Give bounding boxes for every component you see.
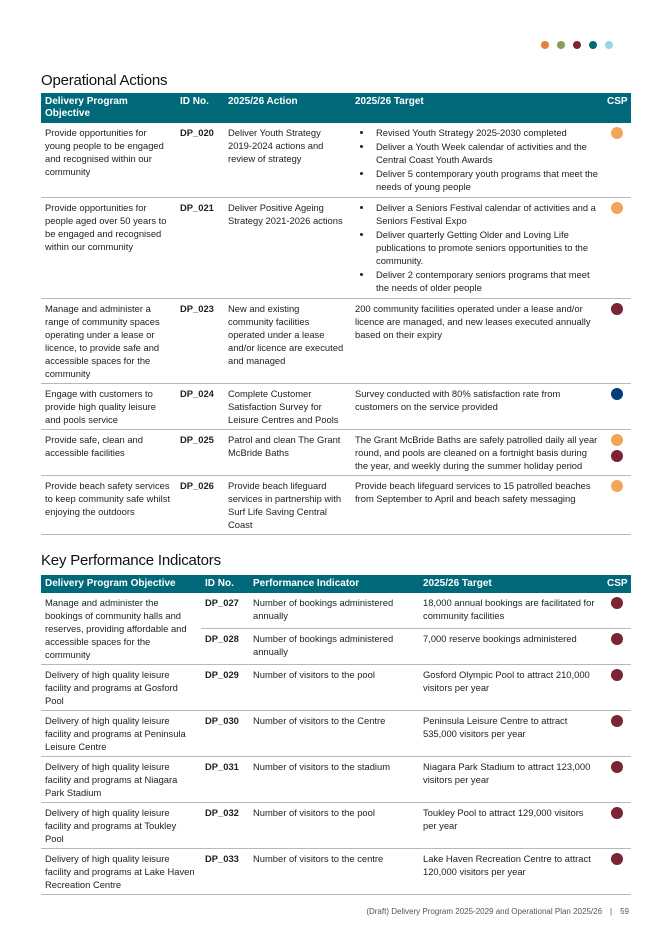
table-row — [41, 476, 631, 535]
target-cell: Provide beach lifeguard services to 15 patrolled beaches from September to April and beach safety messaging — [351, 476, 603, 535]
csp-indicator-dot — [611, 669, 623, 681]
csp-indicator-dot — [611, 202, 623, 214]
footer-title: (Draft) Delivery Program 2025-2029 and Operational Plan 2025/26 — [366, 907, 603, 916]
table-row — [41, 711, 631, 757]
indicator-cell: Number of bookings administered annually — [249, 593, 419, 628]
csp-indicator-dot — [611, 127, 623, 139]
objective-cell: Provide beach safety services to keep community safe whilst enjoying the outdoors — [41, 476, 176, 535]
objective-cell: Delivery of high quality leisure facility and programs at Peninsula Leisure Centre — [41, 711, 201, 757]
target-list-item: • Deliver a Seniors Festival calendar of activities and a Seniors Festival Expo — [373, 201, 599, 227]
csp-cell — [603, 476, 631, 535]
id-cell: DP_021 — [176, 198, 224, 299]
csp-cell — [603, 711, 631, 757]
id-cell: DP_030 — [201, 711, 249, 757]
id-cell: DP_031 — [201, 757, 249, 803]
target-list-item: • Revised Youth Strategy 2025-2030 completed — [373, 126, 599, 139]
target-cell: Survey conducted with 80% satisfaction rate from customers on the service provided — [351, 384, 603, 430]
operational-actions-title: Operational Actions — [41, 72, 168, 89]
kpi-table — [41, 575, 631, 895]
table-row — [41, 757, 631, 803]
action-cell: Patrol and clean The Grant McBride Baths — [224, 430, 351, 476]
objective-cell: Provide opportunities for young people to be engaged and recognised within our community — [41, 123, 176, 198]
csp-cell — [603, 849, 631, 895]
decorative-dot — [605, 41, 613, 49]
id-cell: DP_027 — [201, 593, 249, 628]
csp-indicator-dot — [611, 450, 623, 462]
indicator-cell: Number of visitors to the pool — [249, 803, 419, 849]
objective-cell: Manage and administer a range of community spaces operating under a lease or licence, to provide safe and accessible spaces for the community — [41, 299, 176, 384]
csp-indicator-dot — [611, 597, 623, 609]
column-header: 2025/26 Target — [351, 93, 603, 123]
target-cell — [351, 198, 603, 299]
csp-cell — [603, 628, 631, 664]
target-list-item: • Deliver a Youth Week calendar of activities and the Central Coast Youth Awards — [373, 140, 599, 166]
column-header: 2025/26 Action — [224, 93, 351, 123]
csp-indicator-dot — [611, 434, 623, 446]
indicator-cell: Number of bookings administered annually — [249, 628, 419, 664]
objective-cell: Provide opportunities for people aged over 50 years to be engaged and recognised within our community — [41, 198, 176, 299]
table-row — [41, 849, 631, 895]
table-row — [41, 593, 631, 628]
target-list — [355, 126, 599, 193]
table-header-row — [41, 93, 631, 123]
page-footer — [366, 907, 629, 916]
csp-indicator-dot — [611, 303, 623, 315]
objective-cell: Engage with customers to provide high quality leisure and pools service — [41, 384, 176, 430]
id-cell: DP_026 — [176, 476, 224, 535]
target-cell: Gosford Olympic Pool to attract 210,000 visitors per year — [419, 665, 603, 711]
table-row — [41, 299, 631, 384]
indicator-cell: Number of visitors to the stadium — [249, 757, 419, 803]
table-row — [41, 803, 631, 849]
csp-cell — [603, 299, 631, 384]
target-list-item: • Deliver quarterly Getting Older and Loving Life publications to promote seniors opportunities to the community. — [373, 228, 599, 267]
target-cell: Lake Haven Recreation Centre to attract 120,000 visitors per year — [419, 849, 603, 895]
target-cell: Niagara Park Stadium to attract 123,000 visitors per year — [419, 757, 603, 803]
action-cell: Deliver Youth Strategy 2019-2024 actions and review of strategy — [224, 123, 351, 198]
id-cell: DP_029 — [201, 665, 249, 711]
csp-cell — [603, 665, 631, 711]
csp-indicator-dot — [611, 761, 623, 773]
csp-indicator-dot — [611, 853, 623, 865]
table-row — [41, 384, 631, 430]
decorative-dot — [557, 41, 565, 49]
action-cell: Deliver Positive Ageing Strategy 2021-2026 actions — [224, 198, 351, 299]
action-cell: Complete Customer Satisfaction Survey for Leisure Centres and Pools — [224, 384, 351, 430]
objective-cell: Delivery of high quality leisure facility and programs at Lake Haven Recreation Centre — [41, 849, 201, 895]
operational-actions-table — [41, 93, 631, 535]
action-cell: New and existing community facilities operated under a lease and/or licence are executed and managed — [224, 299, 351, 384]
target-cell: Peninsula Leisure Centre to attract 535,000 visitors per year — [419, 711, 603, 757]
column-header: CSP — [603, 93, 631, 123]
target-list-item: • Deliver 5 contemporary youth programs that meet the needs of young people — [373, 167, 599, 193]
table-header-row — [41, 575, 631, 593]
csp-indicator-dot — [611, 388, 623, 400]
target-cell: The Grant McBride Baths are safely patrolled daily all year round, and pools are cleaned on a fortnight basis during the year, and weekly during the summer holiday period — [351, 430, 603, 476]
target-list — [355, 201, 599, 294]
decorative-dot — [589, 41, 597, 49]
table-row — [41, 430, 631, 476]
column-header: ID No. — [201, 575, 249, 593]
table-row — [41, 665, 631, 711]
id-cell: DP_024 — [176, 384, 224, 430]
page-number: 59 — [620, 907, 629, 916]
csp-cell — [603, 123, 631, 198]
csp-indicator-dot — [611, 633, 623, 645]
id-cell: DP_020 — [176, 123, 224, 198]
id-cell: DP_028 — [201, 628, 249, 664]
footer-separator: | — [610, 907, 613, 916]
target-cell — [351, 123, 603, 198]
table-row — [41, 198, 631, 299]
csp-cell — [603, 803, 631, 849]
csp-indicator-dot — [611, 480, 623, 492]
table-row — [41, 123, 631, 198]
objective-cell: Delivery of high quality leisure facility and programs at Toukley Pool — [41, 803, 201, 849]
kpi-title: Key Performance Indicators — [41, 552, 221, 569]
decorative-dot — [573, 41, 581, 49]
target-cell: 200 community facilities operated under a lease and/or licence are managed, and new leases executed annually based on their expiry — [351, 299, 603, 384]
column-header: Delivery Program Objective — [41, 93, 176, 123]
indicator-cell: Number of visitors to the pool — [249, 665, 419, 711]
csp-cell — [603, 757, 631, 803]
column-header: CSP — [603, 575, 631, 593]
csp-indicator-dot — [611, 807, 623, 819]
column-header: 2025/26 Target — [419, 575, 603, 593]
id-cell: DP_025 — [176, 430, 224, 476]
csp-cell — [603, 198, 631, 299]
target-cell: 18,000 annual bookings are facilitated for community facilities — [419, 593, 603, 628]
decorative-dot — [541, 41, 549, 49]
target-cell: 7,000 reserve bookings administered — [419, 628, 603, 664]
action-cell: Provide beach lifeguard services in partnership with Surf Life Saving Central Coast — [224, 476, 351, 535]
column-header: Performance Indicator — [249, 575, 419, 593]
indicator-cell: Number of visitors to the centre — [249, 849, 419, 895]
objective-cell: Provide safe, clean and accessible facilities — [41, 430, 176, 476]
objective-cell: Delivery of high quality leisure facility and programs at Gosford Pool — [41, 665, 201, 711]
objective-cell: Manage and administer the bookings of community halls and reserves, providing affordable and accessible spaces for the community — [41, 593, 201, 665]
target-list-item: • Deliver 2 contemporary seniors programs that meet the needs of older people — [373, 268, 599, 294]
csp-cell — [603, 384, 631, 430]
csp-cell — [603, 593, 631, 628]
csp-indicator-dot — [611, 715, 623, 727]
id-cell: DP_032 — [201, 803, 249, 849]
decorative-dots — [541, 41, 613, 49]
target-cell: Toukley Pool to attract 129,000 visitors per year — [419, 803, 603, 849]
csp-cell — [603, 430, 631, 476]
indicator-cell: Number of visitors to the Centre — [249, 711, 419, 757]
id-cell: DP_033 — [201, 849, 249, 895]
id-cell: DP_023 — [176, 299, 224, 384]
objective-cell: Delivery of high quality leisure facility and programs at Niagara Park Stadium — [41, 757, 201, 803]
column-header: Delivery Program Objective — [41, 575, 201, 593]
column-header: ID No. — [176, 93, 224, 123]
